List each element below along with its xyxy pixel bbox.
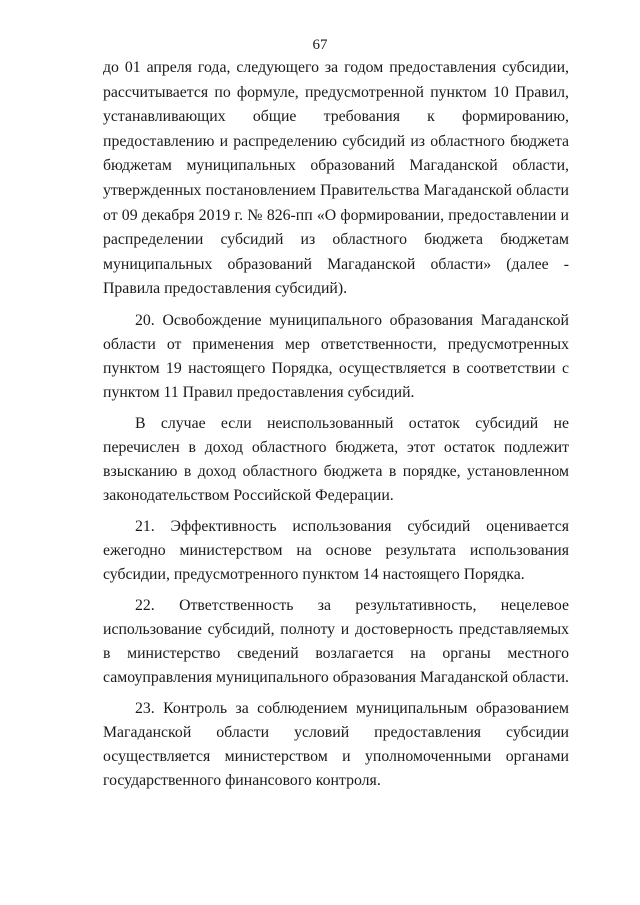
page-number: 67 — [312, 37, 328, 53]
paragraph-20: 20. Освобождение муниципального образования Магаданской области от применения мер ответственности, предусмотренных пунктом 19 настоящего Порядка, осуществляется в соответствии с пунктом 11 Правил предоставления субсидий. — [103, 311, 569, 401]
paragraph-23: 23. Контроль за соблюдением муниципальным образованием Магаданской области условий предоставления субсидии осуществляется министерством и уполномоченными органами государственного финансового контроля. — [103, 699, 569, 789]
document-body — [103, 56, 569, 800]
paragraph-21: 21. Эффективность использования субсидий оценивается ежегодно министерством на основе результата использования субсидии, предусмотренного пунктом 14 настоящего Порядка. — [103, 517, 569, 583]
paragraph-unused-balance: В случае если неиспользованный остаток субсидий не перечислен в доход областного бюджета, этот остаток подлежит взысканию в доход областного бюджета в порядке, установленном законодательством Российской Федерации. — [103, 414, 569, 504]
paragraph-continuation: до 01 апреля года, следующего за годом предоставления субсидии, рассчитывается по формуле, предусмотренной пунктом 10 Правил, устанавливающих общие требования к формированию, предоставлению и распределению субсидий из областного бюджета бюджетам муниципальных образований Магаданской области, утвержденных постановлением Правительства Магаданской области от 09 декабря 2019 г. № 826-пп «О формировании, предоставлении и распределении субсидий из областного бюджета бюджетам муниципальных образований Магаданской области» (далее - Правила предоставления субсидий). — [103, 59, 569, 298]
paragraph-22: 22. Ответственность за результативность, нецелевое использование субсидий, полноту и достоверность представляемых в министерство сведений возлагается на органы местного самоуправления муниципального образования Магаданской области. — [103, 596, 569, 686]
